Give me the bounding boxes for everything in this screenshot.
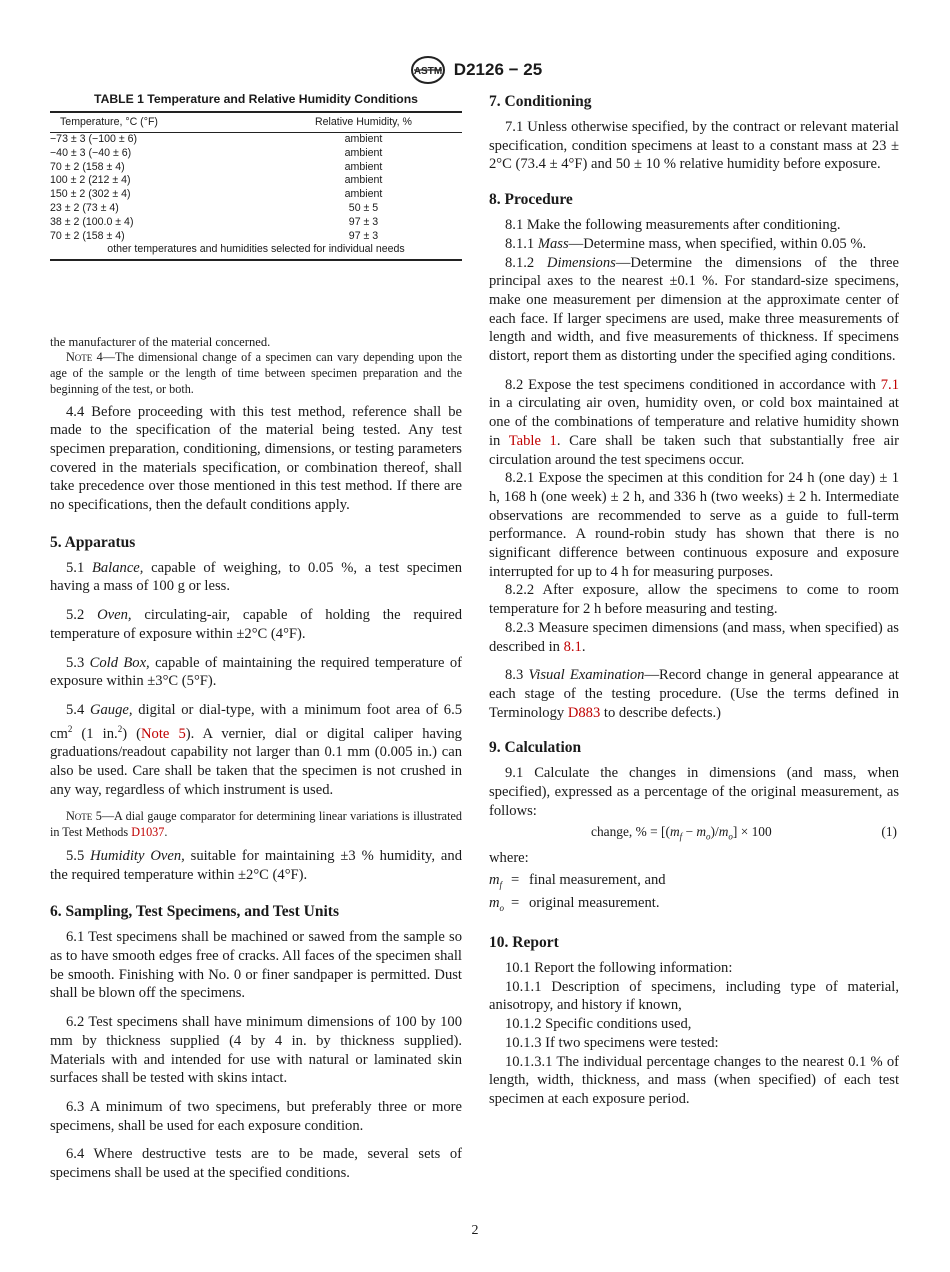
paragraph-7-1: 7.1 Unless otherwise specified, by the contract or relevant material specification, condition specimens at least to a constant mass at 23 ± 2°C (73.4 ± 4°F) and 50 ± 10 % relative humidity before exposure. [489, 119, 899, 173]
table-row [50, 230, 462, 244]
paragraph-5-1: 5.1 Balance, capable of weighing, to 0.05 %, a test specimen having a mass of 100 g or less. [50, 559, 462, 595]
section-6-heading: 6. Sampling, Test Specimens, and Test Units [50, 903, 339, 921]
page-number: 2 [471, 1223, 479, 1238]
paragraph-8-3: 8.3 Visual Examination—Record change in general appearance at each stage of the testing procedure. (Use the terms defined in Terminology D883 to describe defects.) [489, 667, 899, 721]
table-cell: 97 ± 3 [348, 229, 379, 242]
definition-list [489, 871, 899, 917]
table-cell: ambient [344, 174, 383, 187]
paragraph-8-1: 8.1 Make the following measurements after conditioning. [505, 217, 841, 234]
table-cell: ambient [344, 160, 383, 173]
continued-text: the manufacturer of the material concerned. [50, 335, 271, 350]
table-row [50, 174, 462, 188]
table-caption: TABLE 1 Temperature and Relative Humidity Conditions [94, 92, 418, 106]
section-8-1-link[interactable]: 8.1 [563, 638, 582, 655]
paragraph-10-1-2: 10.1.2 Specific conditions used, [505, 1016, 692, 1033]
conditions-table [50, 111, 462, 261]
paragraph-9-1: 9.1 Calculate the changes in dimensions (and mass, when specified), expressed as a percentage of the original measurement, as follows: [489, 765, 899, 819]
table-cell: 70 ± 2 (158 ± 4) [50, 160, 125, 173]
table-row [50, 188, 462, 202]
paragraph-6-4: 6.4 Where destructive tests are to be made, several sets of specimens shall be used at the specified conditions. [50, 1146, 462, 1182]
table-cell: 23 ± 2 (73 ± 4) [50, 201, 119, 214]
table-row [50, 202, 462, 216]
paragraph-8-2-3: 8.2.3 Measure specimen dimensions (and mass, when specified) as described in 8.1. [489, 619, 899, 655]
table-header-temperature: Temperature, °C (°F) [50, 112, 265, 133]
paragraph-5-2: 5.2 Oven, circulating-air, capable of holding the required temperature of exposure within ±2°C (4°F). [50, 607, 462, 642]
table-footer: other temperatures and humidities selected for individual needs [50, 243, 462, 260]
left-column [50, 92, 462, 1183]
astm-logo [408, 56, 448, 84]
note-5: Note 5—A dial gauge comparator for determining linear variations is illustrated in Test Methods D1037. [50, 809, 462, 840]
paragraph-8-2: 8.2 Expose the test specimens conditioned in accordance with 7.1 in a circulating air oven, humidity oven, or cold box maintained at one of the combinations of temperature and relative humidity shown in Table 1. Care shall be taken such that substantially free air circulation around the test specimens occur. [489, 376, 899, 468]
paragraph-6-2: 6.2 Test specimens shall have minimum dimensions of 100 by 100 mm by thickness supplied (4 by 4 in. by thickness supplied). Materials with and intended for use with natural or laminated skin surfaces shall be tested with skins intact. [50, 1014, 462, 1087]
table-cell: 150 ± 2 (302 ± 4) [50, 188, 131, 201]
d883-link[interactable]: D883 [567, 704, 601, 721]
right-column [489, 92, 899, 1109]
paragraph-8-1-1: 8.1.1 Mass—Determine mass, when specified, within 0.05 %. [505, 235, 867, 252]
paragraph-10-1-3-1: 10.1.3.1 The individual percentage changes to the nearest 0.1 % of length, width, thickness, and mass (when specified) of each test specimen at each exposure period. [489, 1053, 899, 1107]
definition-mo: $m_o$ = original measurement. [489, 895, 660, 914]
section-7-heading: 7. Conditioning [489, 93, 592, 110]
section-5-heading: 5. Apparatus [50, 533, 136, 551]
note-5-link[interactable]: Note 5 [141, 725, 186, 742]
table-header-humidity: Relative Humidity, % [265, 112, 462, 133]
section-8-heading: 8. Procedure [489, 191, 573, 209]
paragraph-5-4: 5.4 Gauge, digital or dial-type, with a minimum foot area of 6.5 $cm^2$ (1 in.$^2$) (Note 5). A vernier, dial or digital caliper having graduations/readout capability not larger than 0.1 mm (0.005 in.) can also be used. Care shall be taken that the specimen is not crushed in any way, regardless of which instrument is used. [50, 702, 463, 798]
table-cell: 70 ± 2 (158 ± 4) [50, 229, 125, 242]
table-row [50, 133, 462, 147]
equation-number: (1) [881, 823, 897, 839]
d1037-link[interactable]: D1037 [131, 825, 165, 840]
table-footer-row [50, 243, 462, 260]
note-4: Note 4—The dimensional change of a specimen can vary depending upon the age of the sample or the length of time between specimen preparation and the beginning of the test, or both. [50, 350, 462, 396]
paragraph-8-1-2: 8.1.2 Dimensions—Determine the dimensions of the three principal axes to the nearest ±0.1 %. For standard-size specimens, make one measurement per dimension at the approximate center of each face. If larger specimens are used, make three measurements of length and width, and five measurements of thickness. If specimens distort, report them as distorting under the specified aging conditions. [489, 254, 900, 365]
table-cell: −40 ± 3 (−40 ± 6) [50, 146, 132, 159]
table-1-link[interactable]: Table 1 [508, 432, 557, 449]
table-cell: 38 ± 2 (100.0 ± 4) [50, 215, 134, 228]
paragraph-10-1-3: 10.1.3 If two specimens were tested: [505, 1034, 719, 1051]
table-cell: 97 ± 3 [348, 215, 379, 228]
paragraph-5-5: 5.5 Humidity Oven, suitable for maintaining ±3 % humidity, and the required temperature within ±2°C (4°F). [50, 847, 462, 883]
table-cell: ambient [344, 188, 383, 201]
definition-mf: $m_f$ = final measurement, and [489, 872, 666, 891]
document-designation: D2126 − 25 [453, 60, 543, 79]
table-cell: −73 ± 3 (−100 ± 6) [50, 133, 138, 145]
paragraph-5-3: 5.3 Cold Box, capable of maintaining the required temperature of exposure within ±3°C (5°F). [50, 654, 462, 690]
table-cell: ambient [344, 133, 383, 145]
table-cell: 50 ± 5 [348, 201, 379, 214]
page-header [0, 56, 950, 84]
table-row [50, 216, 462, 230]
section-9-heading: 9. Calculation [489, 739, 582, 757]
section-7-1-link[interactable]: 7.1 [880, 376, 899, 393]
paragraph-8-2-2: 8.2.2 After exposure, allow the specimens to come to room temperature for 2 h before measuring and testing. [489, 582, 899, 618]
table-row [50, 147, 462, 161]
paragraph-8-2-1: 8.2.1 Expose the specimen at this condition for 24 h (one day) ± 1 h, 168 h (one week) ± 2 h, and 336 h (two weeks) ± 2 h. Intermediate observations are recommended to serve as a guide to full-term performance. A round-robin study has shown that there is no significant difference between continuous exposure and exposure interrupted for up to 4 h for measuring purposes. [489, 470, 899, 580]
astm-logo-text: ASTM [413, 66, 442, 77]
where-label: where: [489, 849, 529, 866]
paragraph-10-1: 10.1 Report the following information: [505, 960, 733, 977]
equation-1 [489, 821, 899, 845]
section-10-heading: 10. Report [489, 934, 559, 952]
paragraph-6-3: 6.3 A minimum of two specimens, but preferably three or more specimens, shall be used for each exposure condition. [50, 1099, 462, 1134]
paragraph-10-1-1: 10.1.1 Description of specimens, including type of material, anisotropy, and history if known, [489, 978, 899, 1014]
paragraph-4-4: 4.4 Before proceeding with this test method, reference shall be made to the specification of the material being tested. Any test specimen preparation, conditioning, dimensions, or testing parameters covered in the materials specification, or combination thereof, shall take precedence over those mentioned in this test method. If there are no specifications, then the default conditions apply. [50, 403, 462, 514]
equation-body: change, % = $[(m_f - m_o)/m_o] \times 100$ [591, 823, 772, 842]
table-cell: 100 ± 2 (212 ± 4) [50, 174, 131, 187]
table-cell: ambient [344, 146, 383, 159]
paragraph-6-1: 6.1 Test specimens shall be machined or sawed from the sample so as to have smooth edges free of cracks. All faces of the specimen shall be smooth. Finishing with No. 0 or finer sandpaper is permitted. Dust shall be blown off the specimens. [50, 929, 462, 1002]
table-row [50, 161, 462, 175]
